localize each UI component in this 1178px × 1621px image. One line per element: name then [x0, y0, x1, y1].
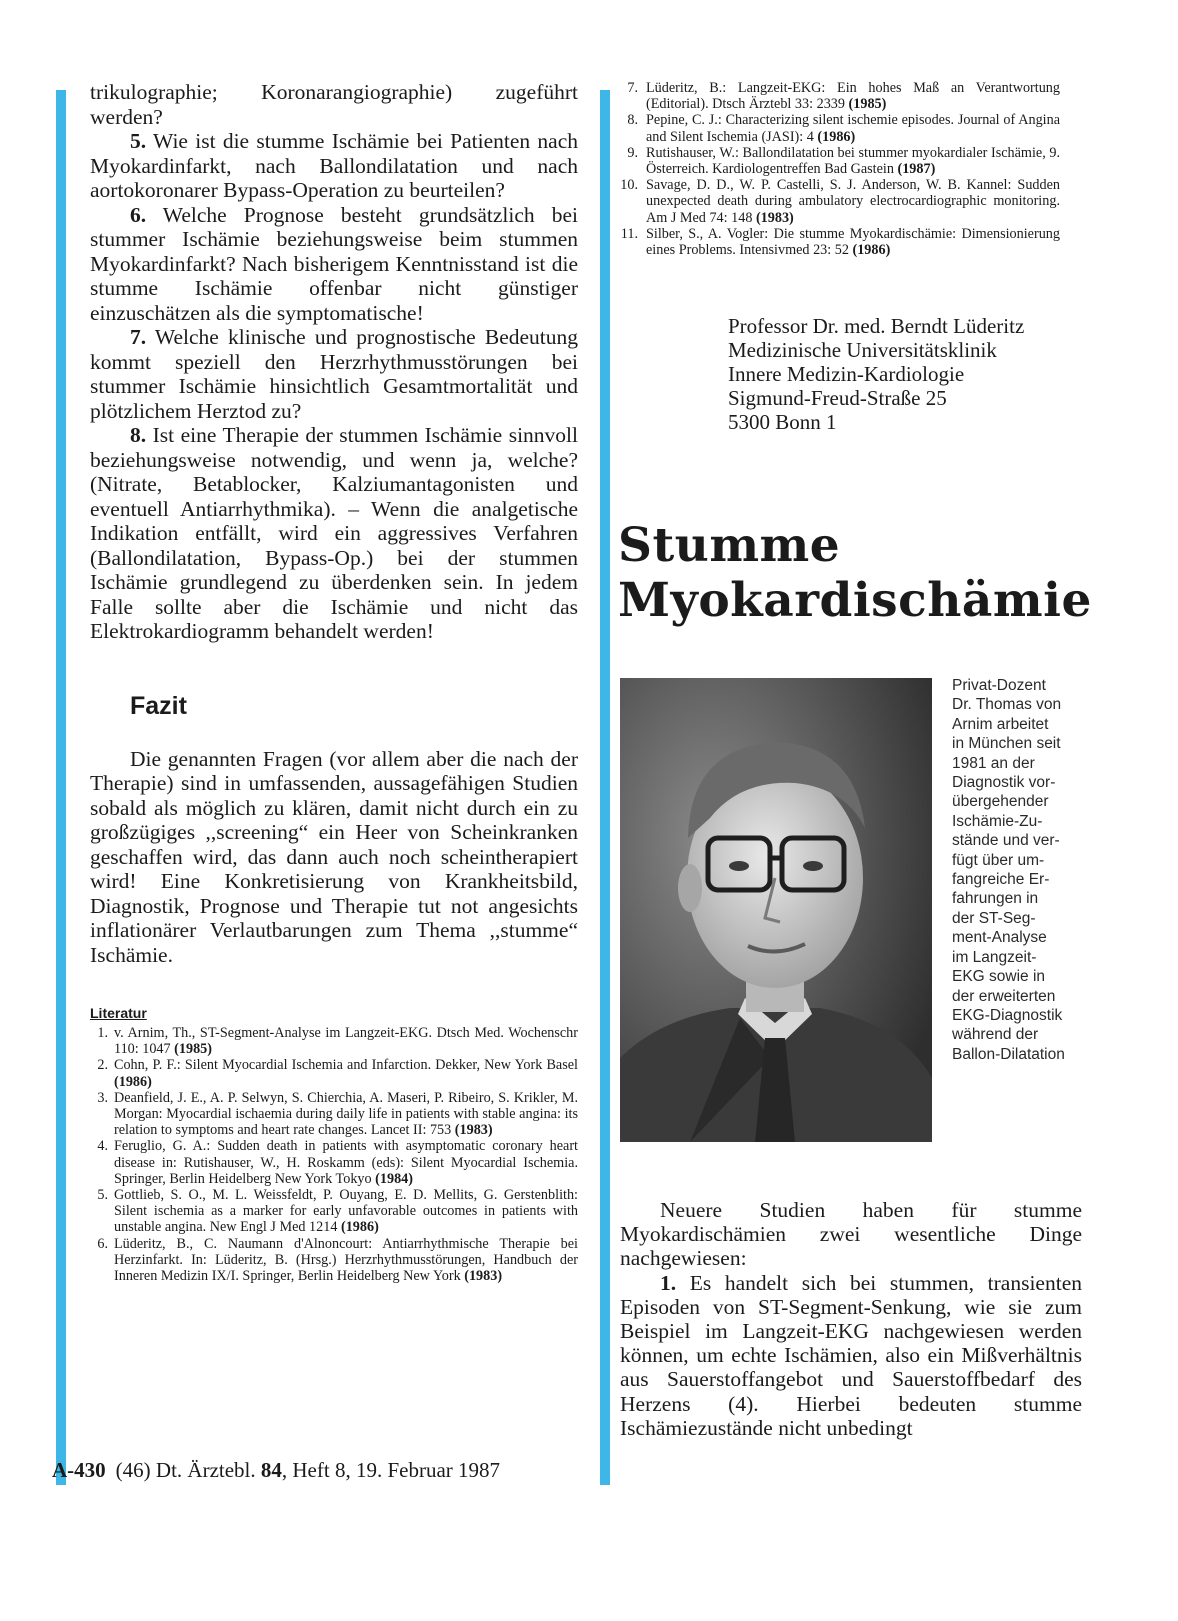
reference-item: 1. v. Arnim, Th., ST-Segment-Analyse im Langzeit-EKG. Dtsch Med. Wochenschr 110: 1047 (1985): [97, 1025, 578, 1058]
caption-line: stände und ver-: [952, 832, 1060, 850]
reference-item: 4. Feruglio, G. A.: Sudden death in patients with asymptomatic coronary heart disease in: Rutishauser, W., H. Roskamm (eds): Silent Myocardial Ischemia. Springer, Berlin Heidelberg New York Tokyo (1984): [97, 1138, 578, 1187]
caption-line: fangreiche Er-: [952, 871, 1050, 889]
reference-item: 8. Pepine, C. J.: Characterizing silent ischemie episodes. Journal of Angina and Silent Ischemia (JASI): 4 (1986): [627, 112, 1060, 145]
question-6: [90, 203, 578, 326]
caption-line: fügt über um-: [952, 851, 1045, 869]
address-line: Professor Dr. med. Berndt Lüderitz: [728, 314, 1025, 338]
address-line: Innere Medizin-Kardiologie: [728, 362, 965, 386]
reference-item: 9. Rutishauser, W.: Ballondilatation bei stummer myokardialer Ischämie, 9. Österreich. Kardiologentreffen Bad Gastein (1987): [627, 144, 1060, 178]
fazit-heading: Fazit: [130, 691, 187, 720]
left-column: [90, 80, 578, 1284]
point-text: Es handelt sich bei stummen, transienten Episoden von ST-Segment-Senkung, wie sie zum Beispiel im Langzeit-EKG nachgewiesen werden können, um echte Ischämien, also ein Mißverhältnis aus Sauerstoffangebot und Sauerstoffbedarf des Herzens (4). Hierbei bedeuten stumme Ischämiezustände nicht unbedingt: [620, 1270, 1082, 1440]
volume-number: 84: [260, 1458, 282, 1482]
fazit-paragraph: Die genannten Fragen (vor allem aber die nach der Therapie) sind in umfassenden, aussagefähigen Studien sobald als möglich zu klären, damit nicht durch ein zu großzügiges ,,screening“ ein Heer von Scheinkranken geschaffen wird, das dann auch noch scheintherapiert wird! Eine Konkretisierung von Krankheitsbild, Diagnostik, Prognose und Therapie tut not angesichts inflationärer Verlautbarungen zum Thema ,,stumme“ Ischämie.: [90, 746, 578, 967]
right-column-references: [620, 80, 1060, 258]
article-body: [620, 1198, 1082, 1440]
reference-item: 2. Cohn, P. F.: Silent Myocardial Ischemia and Infarction. Dekker, New York Basel (1986): [97, 1057, 578, 1090]
caption-line: übergehender: [952, 793, 1049, 811]
article-intro: Neuere Studien haben für stumme Myokardischämien zwei wesentliche Dinge nachgewiesen:: [620, 1198, 1082, 1271]
paragraph-continuation: trikulographie; Koronarangiographie) zugeführt werden?: [90, 80, 578, 129]
caption-line: Privat-Dozent: [952, 677, 1046, 694]
caption-line: ment-Analyse: [952, 929, 1047, 947]
caption-line: Arnim arbeitet: [952, 715, 1049, 733]
caption-line: Ischämie-Zu-: [952, 812, 1043, 830]
reference-item: 10. Savage, D. D., W. P. Castelli, S. J. Anderson, W. B. Kannel: Sudden unexpected death during ambulatory electrocardiographic monitoring. Am J Med 74: 148 (1983): [620, 177, 1060, 226]
author-address: [728, 314, 1024, 434]
caption-line: EKG-Diagnostik: [952, 1006, 1063, 1024]
reference-item: 6. Lüderitz, B., C. Naumann d'Alnoncourt: Antiarrhythmische Therapie bei Herzinfarkt. In: Lüderitz, B. (Hrsg.) Herzrhythmusstörungen, Handbuch der Inneren Medizin IX/I. Springer, Berlin Heidelberg New York (1983): [97, 1235, 578, 1285]
address-line: 5300 Bonn 1: [728, 410, 837, 434]
caption-line: Diagnostik vor-: [952, 774, 1056, 792]
question-text: Wie ist die stumme Ischämie bei Patienten nach Myokardinfarkt, nach Ballondilatation und nach aortokoronarer Bypass-Operation zu beurteilen?: [90, 129, 578, 202]
reference-item: 11. Silber, S., A. Vogler: Die stumme Myokardischämie: Dimensionierung eines Problems. Intensivmed 23: 52 (1986): [620, 225, 1060, 259]
caption-line: im Langzeit-: [952, 948, 1037, 966]
caption-line: in München seit: [952, 735, 1061, 753]
caption-line: der ST-Seg-: [952, 909, 1036, 927]
question-text: Ist eine Therapie der stummen Ischämie sinnvoll beziehungsweise notwendig, und wenn ja, welche? (Nitrate, Betablocker, Kalziumantagonisten und eventuell Antiarrhythmika). – Wenn die analgetische Indikation entfällt, wird ein aggressives Verfahren (Ballondilatation, Bypass-Op.) bei der stummen Ischämie grundlegend zu überdenken sein. In jedem Falle sollte aber die Ischämie und nicht das Elektrokardiogramm behandelt werden!: [90, 423, 578, 643]
title-line: Myokardischämie: [618, 573, 1092, 628]
question-number: 8.: [130, 423, 147, 447]
question-8: [90, 423, 578, 644]
question-number: 5.: [130, 129, 147, 153]
caption-line: der erweiterten: [952, 987, 1056, 1005]
address-line: Sigmund-Freud-Straße 25: [728, 386, 947, 410]
caption-line: EKG sowie in: [952, 968, 1046, 986]
article-point-1: [620, 1271, 1082, 1440]
reference-item: 5. Gottlieb, S. O., M. L. Weissfeldt, P. Ouyang, E. D. Mellits, G. Gerstenblith: Silent ischemia as a marker for early unfavorable outcomes in patients with unstable angina. New Engl J Med 1214 (1986): [97, 1187, 578, 1236]
question-7: [90, 325, 578, 423]
author-portrait-photo: [620, 678, 932, 1142]
question-number: 7.: [130, 325, 147, 349]
center-margin-bar: [600, 90, 610, 1485]
question-number: 6.: [130, 202, 147, 227]
caption-line: während der: [952, 1026, 1039, 1044]
caption-line: 1981 an der: [952, 754, 1035, 772]
left-margin-bar: [56, 90, 66, 1485]
address-line: Medizinische Universitätsklinik: [728, 338, 997, 362]
question-text: Welche Prognose besteht grundsätzlich bei stummer Ischämie beziehungsweise beim stummen Myokardinfarkt? Nach bisherigem Kenntnisstand ist die stumme Ischämie offenbar nicht günstiger einzuschätzen als die symptomatische!: [90, 202, 578, 325]
caption-line: fahrungen in: [952, 890, 1039, 908]
reference-item: 7. Lüderitz, B.: Langzeit-EKG: Ein hohes Maß an Verantwortung (Editorial). Dtsch Ärztebl 33: 2339 (1985): [627, 80, 1060, 113]
caption-line: Dr. Thomas von: [952, 696, 1062, 714]
title-line: Stumme: [618, 518, 841, 573]
reference-list-right: [620, 80, 1060, 258]
portrait-caption: [952, 676, 1092, 1064]
reference-list-left: [90, 1025, 578, 1284]
citation-text: , Heft 8, 19. Februar 1987: [281, 1458, 501, 1482]
caption-line: Ballon-Dilatation: [952, 1045, 1065, 1063]
reference-item: 3. Deanfield, J. E., A. P. Selwyn, S. Chierchia, A. Maseri, P. Ribeiro, S. Krikler, M. Morgan: Myocardial ischaemia during daily life in patients with stable angina: its relation to symptoms and heart rate changes. Lancet II: 753 (1983): [97, 1089, 578, 1139]
question-text: Welche klinische und prognostische Bedeutung kommt speziell den Herzrhythmusstörungen bei stummer Ischämie hinsichtlich Gesamtmortalität und plötzlichem Herztod zu?: [90, 325, 578, 423]
literatur-heading: Literatur: [90, 1005, 147, 1021]
question-5: [90, 129, 578, 203]
page-number: A-430: [52, 1458, 106, 1482]
page-footer: [52, 1458, 500, 1483]
article-title: [618, 518, 1092, 628]
portrait-illustration: [620, 678, 932, 1142]
point-number: 1.: [660, 1270, 677, 1295]
citation-text: (46) Dt. Ärztebl.: [115, 1458, 261, 1482]
